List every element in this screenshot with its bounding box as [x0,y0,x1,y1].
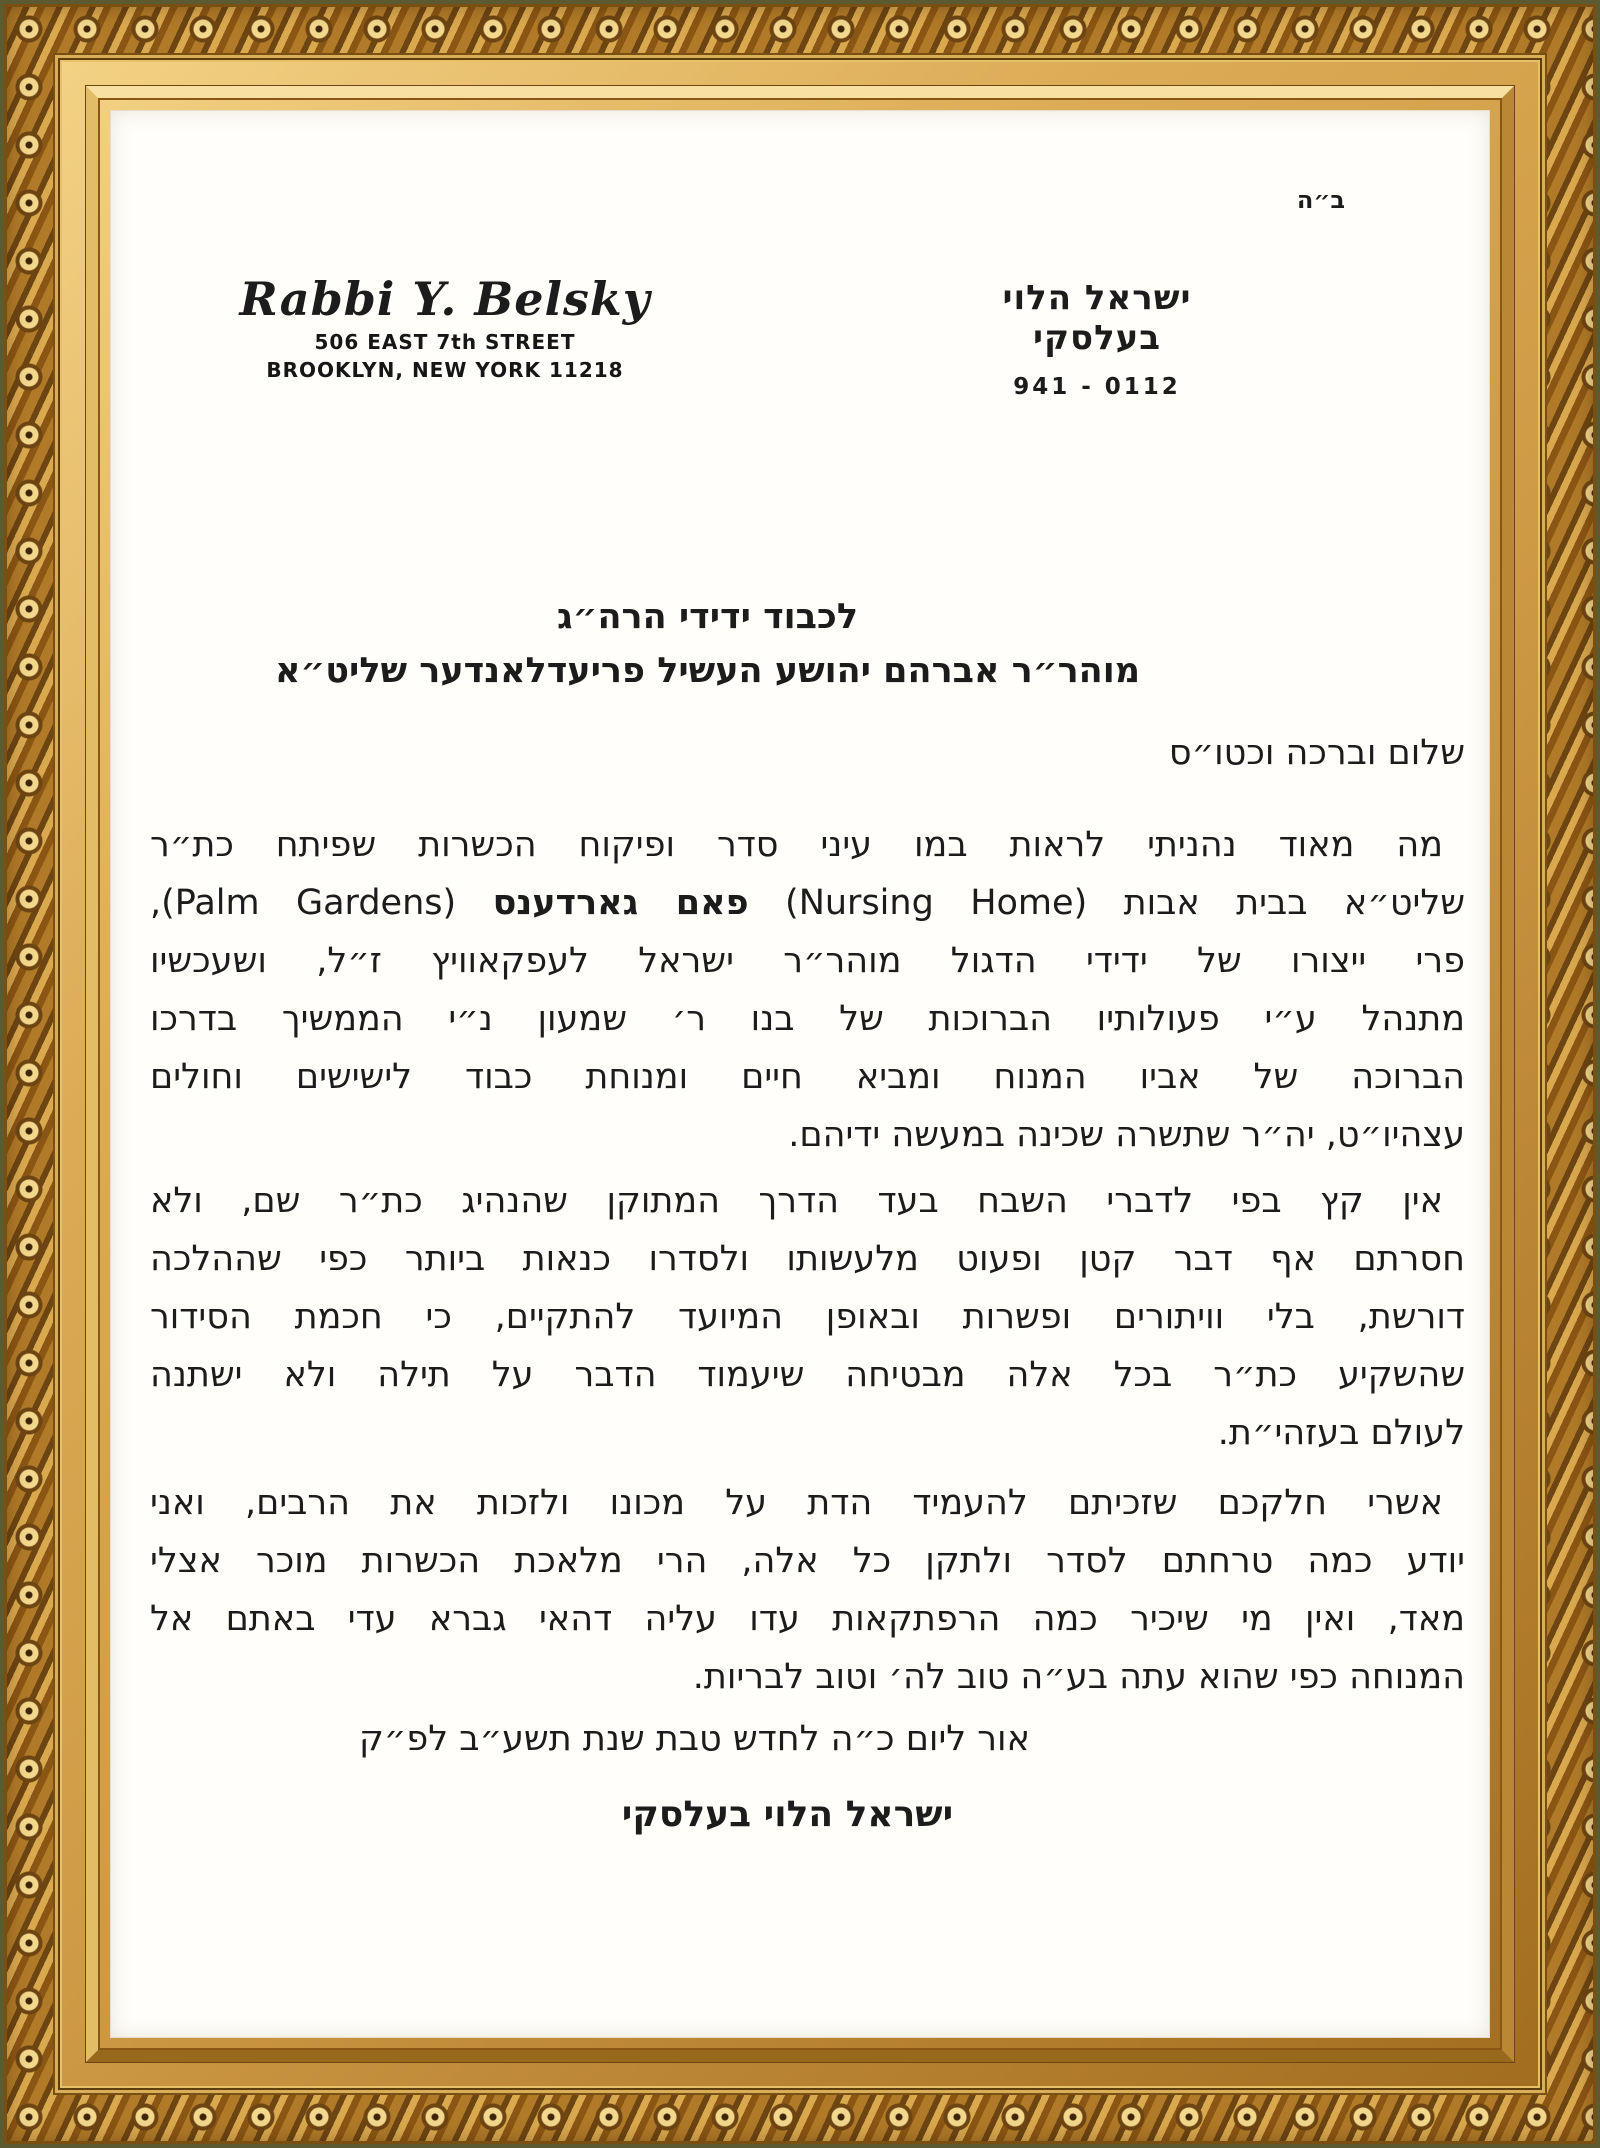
bsd-mark: ב״ה [1296,186,1345,214]
letter-line: מה מאוד נהניתי לראות במו עיני סדר ופיקוח הכשרות שפיתח כת״ר [150,825,1443,865]
letter-line: מאד, ואין מי שיכיר כמה הרפתקאות עדו עליה דהאי גברא עדי באתם אל [150,1599,1465,1639]
line-segment: (Palm Gardens), [150,883,493,923]
salutation-line: שלום וברכה וכטו״ס [1168,733,1465,773]
recipient-block [50,590,1365,698]
line-segment-bold: פאם גארדענס [492,883,749,923]
letter-line: המנוחה כפי שהוא עתה בע״ה טוב לה׳ וטוב לבריות. [692,1657,1465,1697]
letter-body [150,590,1465,1844]
letter-line: אשרי חלקכם שזכיתם להעמיד הדת על מכונו ולזכות את הרבים, ואני [150,1483,1443,1523]
letter-page [110,110,1490,2038]
letterhead-name-script: Rabbi Y. Belsky [239,272,651,326]
letter-line: יודע כמה טרחתם לסדר ולתקן כל אלה, הרי מלאכת הכשרות מוכר אצלי [150,1541,1465,1581]
paragraph-1 [150,816,1465,1164]
letter-line: פרי ייצורו של ידידי הדגול מוהר״ר ישראל לעפקאוויץ ז״ל, ושעכשיו [150,941,1465,981]
letter-line: שהשקיע כת״ר בכל אלה מבטיחה שיעמוד הדבר על תילה ולא ישתנה [150,1355,1465,1395]
recipient-line-1: לכבוד ידידי הרה״ג [556,597,859,637]
signature-name: ישראל הלוי בעלסקי [621,1794,954,1835]
letter-line [150,874,1465,932]
letter-line: אין קץ בפי לדברי השבח בעד הדרך המתוקן שהנהיג כת״ר שם, ולא [150,1181,1443,1221]
letter-line: הברוכה של אביו המנוח ומביא חיים ומנוחת כבוד לישישים וחולים [150,1057,1465,1097]
letter-line: מתנהל ע״י פעולותיו הברוכות של בנו ר׳ שמעון נ״י הממשיך בדרכו [150,999,1465,1039]
letterhead-address-line2: BROOKLYN, NEW YORK 11218 [266,358,624,382]
letterhead-name-hebrew: ישראל הלוי בעלסקי [1002,278,1192,358]
letterhead-hebrew [942,278,1252,400]
letter-line: דורשת, בלי וויתורים ופשרות ובאופן המיועד להתקיים, כי חכמת הסידור [150,1297,1465,1337]
letterhead-address-line1: 506 EAST 7th STREET [314,330,576,354]
letterhead-english [210,270,680,384]
recipient-line-2: מוהר״ר אברהם יהושע העשיל פריעדלאנדער שליט״א [274,651,1141,691]
letter-line: לעולם בעזהי״ת. [1217,1413,1465,1453]
letter-line: חסרתם אף דבר קטן ופעוט מלעשותו ולסדרו כנאות ביותר כפי שההלכה [150,1239,1465,1279]
letterhead-phone: 941 - 0112 [1013,374,1181,400]
letter-line: עצהיו״ט, יה״ר שתשרה שכינה במעשה ידיהם. [788,1115,1465,1155]
paragraph-2 [150,1172,1465,1462]
paragraph-3 [150,1474,1465,1706]
line-segment: שליט״א בבית אבות (Nursing Home) [748,883,1466,923]
date-line: אור ליום כ״ה לחדש טבת שנת תשע״ב לפ״ק [358,1719,1030,1759]
